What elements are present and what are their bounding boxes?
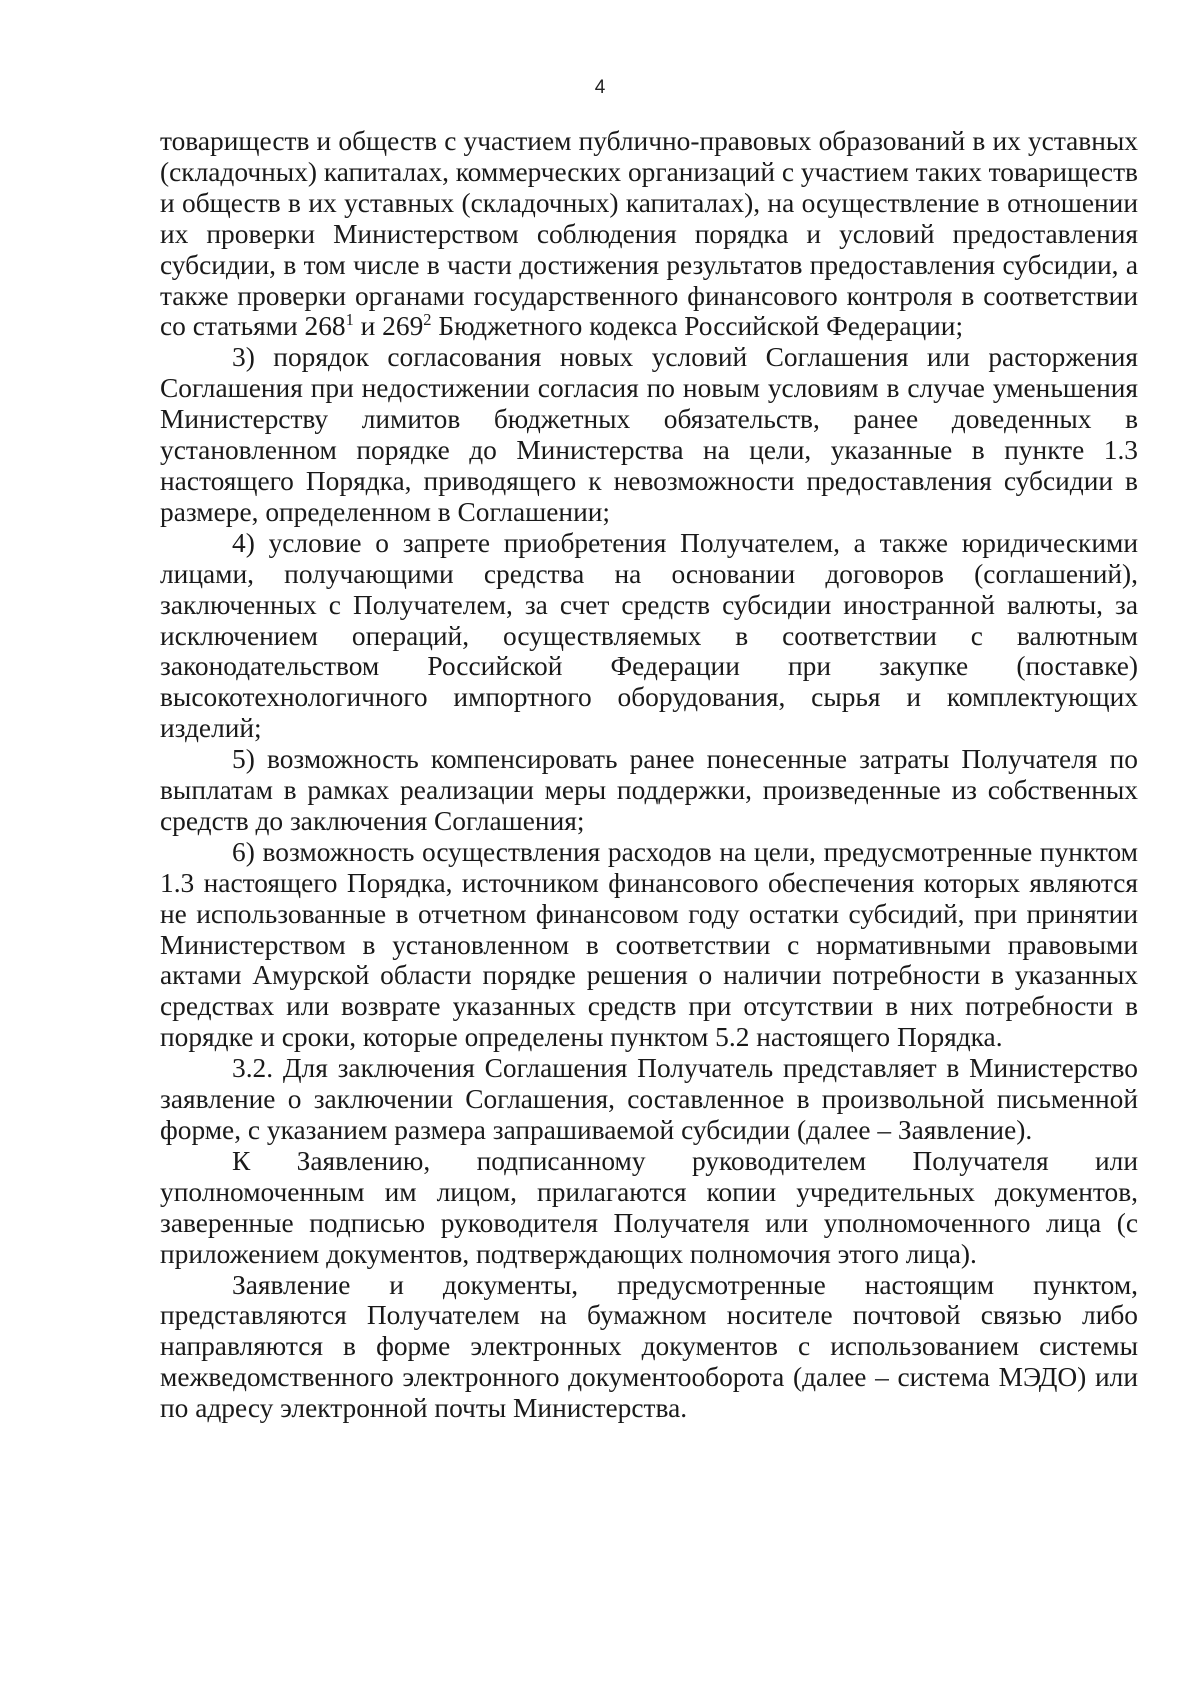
paragraph-item-5: 5) возможность компенсировать ранее понесенные затраты Получателя по выплатам в рамках реализации меры поддержки, произведенные из собственных средств до заключения Соглашения; — [160, 744, 1138, 836]
paragraph-attachments: К Заявлению, подписанному руководителем Получателя или уполномоченным им лицом, прилагаются копии учредительных документов, заверенные подписью руководителя Получателя или уполномоченного лица (с приложением документов, подтверждающих полномочия этого лица). — [160, 1145, 1138, 1269]
paragraph-section-3-2: 3.2. Для заключения Соглашения Получатель представляет в Министерство заявление о заключении Соглашения, составленное в произвольной письменной форме, с указанием размера запрашиваемой субсидии (далее – Заявление). — [160, 1053, 1138, 1145]
paragraph-text: товариществ и обществ с участием публично-правовых образований в их уставных (складочных) капиталах, коммерческих организаций с участием таких товариществ и обществ в их уставных (складочных) капиталах), на осуществление в отношении их проверки Министерством соблюдения порядка и условий предоставления субсидии, в том числе в части достижения результатов предоставления субсидии, а также проверки органами государственного финансового контроля в соответствии со статьями 268 — [160, 126, 1138, 342]
document-body — [160, 126, 1138, 1424]
superscript: 2 — [423, 310, 432, 330]
paragraph-item-6: 6) возможность осуществления расходов на цели, предусмотренные пунктом 1.3 настоящего Порядка, источником финансового обеспечения которых являются не использованные в отчетном финансовом году остатки субсидий, при принятии Министерством в установленном в соответствии с нормативными правовыми актами Амурской области порядке решения о наличии потребности в указанных средствах или возврате указанных средств при отсутствии в них потребности в порядке и сроки, которые определены пунктом 5.2 настоящего Порядка. — [160, 836, 1138, 1053]
superscript: 1 — [345, 310, 354, 330]
paragraph-item-4: 4) условие о запрете приобретения Получателем, а также юридическими лицами, получающими средства на основании договоров (соглашений), заключенных с Получателем, за счет средств субсидии иностранной валюты, за исключением операций, осуществляемых в соответствии с валютным законодательством Российской Федерации при закупке (поставке) высокотехнологичного импортного оборудования, сырья и комплектующих изделий; — [160, 527, 1138, 744]
paragraph-continuation — [160, 126, 1138, 342]
paragraph-item-3: 3) порядок согласования новых условий Соглашения или расторжения Соглашения при недостижении согласия по новым условиям в случае уменьшения Министерству лимитов бюджетных обязательств, ранее доведенных в установленном порядке до Министерства на цели, указанные в пункте 1.3 настоящего Порядка, приводящего к невозможности предоставления субсидии в размере, определенном в Соглашении; — [160, 342, 1138, 527]
paragraph-text: и 269 — [353, 311, 424, 342]
page-number: 4 — [594, 77, 606, 98]
paragraph-text: Бюджетного кодекса Российской Федерации; — [431, 311, 964, 342]
paragraph-submission: Заявление и документы, предусмотренные настоящим пунктом, представляются Получателем на бумажном носителе почтовой связью либо направляются в форме электронных документов с использованием системы межведомственного электронного документооборота (далее – система МЭДО) или по адресу электронной почты Министерства. — [160, 1269, 1138, 1424]
